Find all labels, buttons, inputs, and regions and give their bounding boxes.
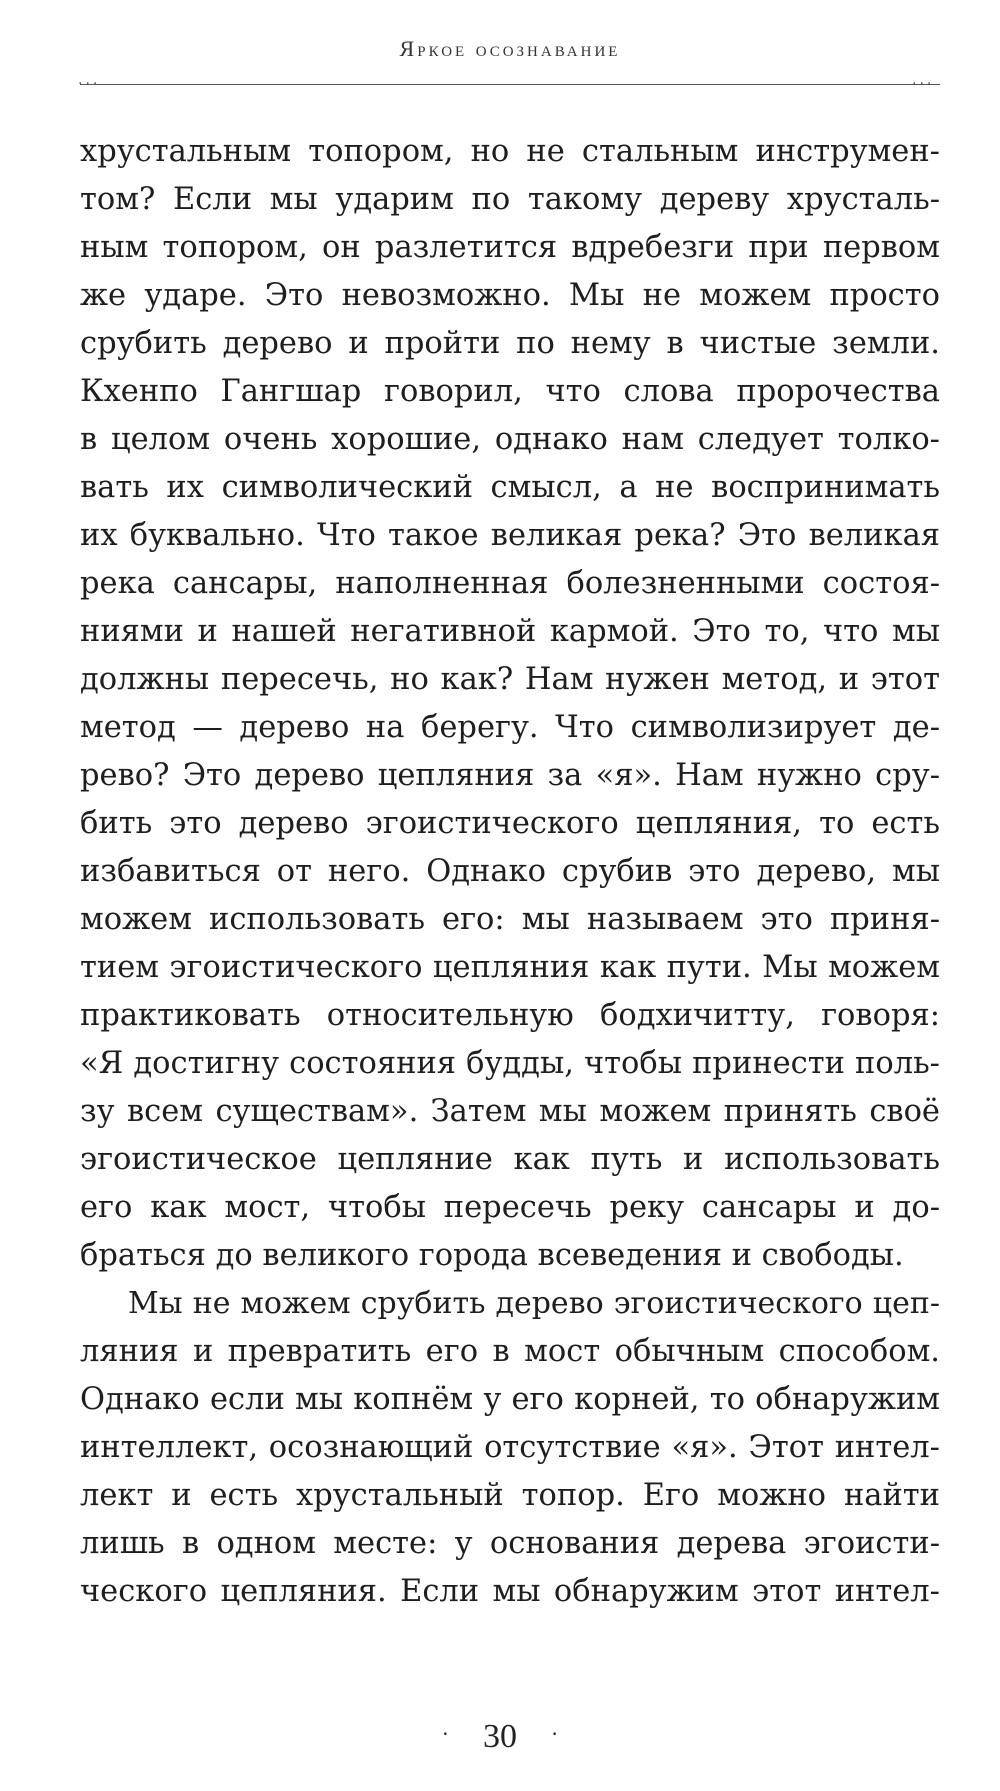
text-line: ным топором, он разлетится вдребезги при первом [80,230,940,265]
text-line: ниями и нашей негативной кармой. Это то, что мы [80,614,940,649]
page-number-dot-right: · [551,1721,559,1746]
page-number: 30 [483,1718,517,1755]
text-line: срубить дерево и пройти по нему в чистые земли. [80,326,940,361]
text-line: браться до великого города всеведения и свободы. [80,1238,904,1273]
text-line: метод — дерево на берегу. Что символизирует де- [80,710,940,745]
text-line: том? Если мы ударим по такому дереву хрусталь- [80,182,940,217]
text-line: можем использовать его: мы называем это приня- [80,902,940,937]
text-line: практиковать относительную бодхичитту, говоря: [80,998,940,1033]
text-line: интеллект, осознающий отсутствие «я». Этот интел- [80,1430,940,1465]
text-line: избавиться от него. Однако срубив это дерево, мы [80,854,940,889]
text-line: тием эгоистического цепляния как пути. Мы можем [80,950,940,985]
text-line: вать их символический смысл, а не воспринимать [80,470,940,505]
header-rule-dots-left: ··· [78,76,101,92]
text-line: ческого цепляния. Если мы обнаружим этот интел- [80,1574,940,1609]
header-rule [80,84,940,85]
text-line: «Я достигну состояния будды, чтобы принести поль- [80,1046,940,1081]
text-line: Мы не можем срубить дерево эгоистического цеп- [128,1286,940,1321]
text-line: эгоистическое цепляние как путь и использовать [80,1142,940,1177]
text-line: рево? Это дерево цепляния за «я». Нам нужно сру- [80,758,940,793]
text-line: ляния и превратить его в мост обычным способом. [80,1334,940,1369]
text-line: лект и есть хрустальный топор. Его можно найти [80,1478,940,1513]
text-line: в целом очень хорошие, однако нам следует толко- [80,422,940,457]
text-line: хрустальным топором, но не стальным инструмен- [80,134,940,169]
text-line: лишь в одном месте: у основания дерева эгоисти- [80,1526,940,1561]
text-line: должны пересечь, но как? Нам нужен метод, и этот [80,662,940,697]
page-number-dot-left: · [441,1721,449,1746]
page-number-footer [0,1718,1000,1756]
paragraph-2 [80,1280,940,1616]
header-rule-dots-right: ··· [912,76,935,92]
text-line: зу всем существам». Затем мы можем принять своё [80,1094,940,1129]
text-line: же ударе. Это невозможно. Мы не можем просто [80,278,940,313]
text-line: Кхенпо Гангшар говорил, что слова пророчества [80,374,940,409]
running-head-title: Яркое осознавание [399,36,621,61]
text-line: река сансары, наполненная болезненными состоя- [80,566,940,601]
text-line: бить это дерево эгоистического цепляния, то есть [80,806,940,841]
paragraph-1 [80,128,940,1280]
text-line: его как мост, чтобы пересечь реку сансары и до- [80,1190,940,1225]
body-text [80,128,940,1616]
text-line: их буквально. Что такое великая река? Это великая [80,518,940,553]
text-line: Однако если мы копнём у его корней, то обнаружим [80,1382,940,1417]
